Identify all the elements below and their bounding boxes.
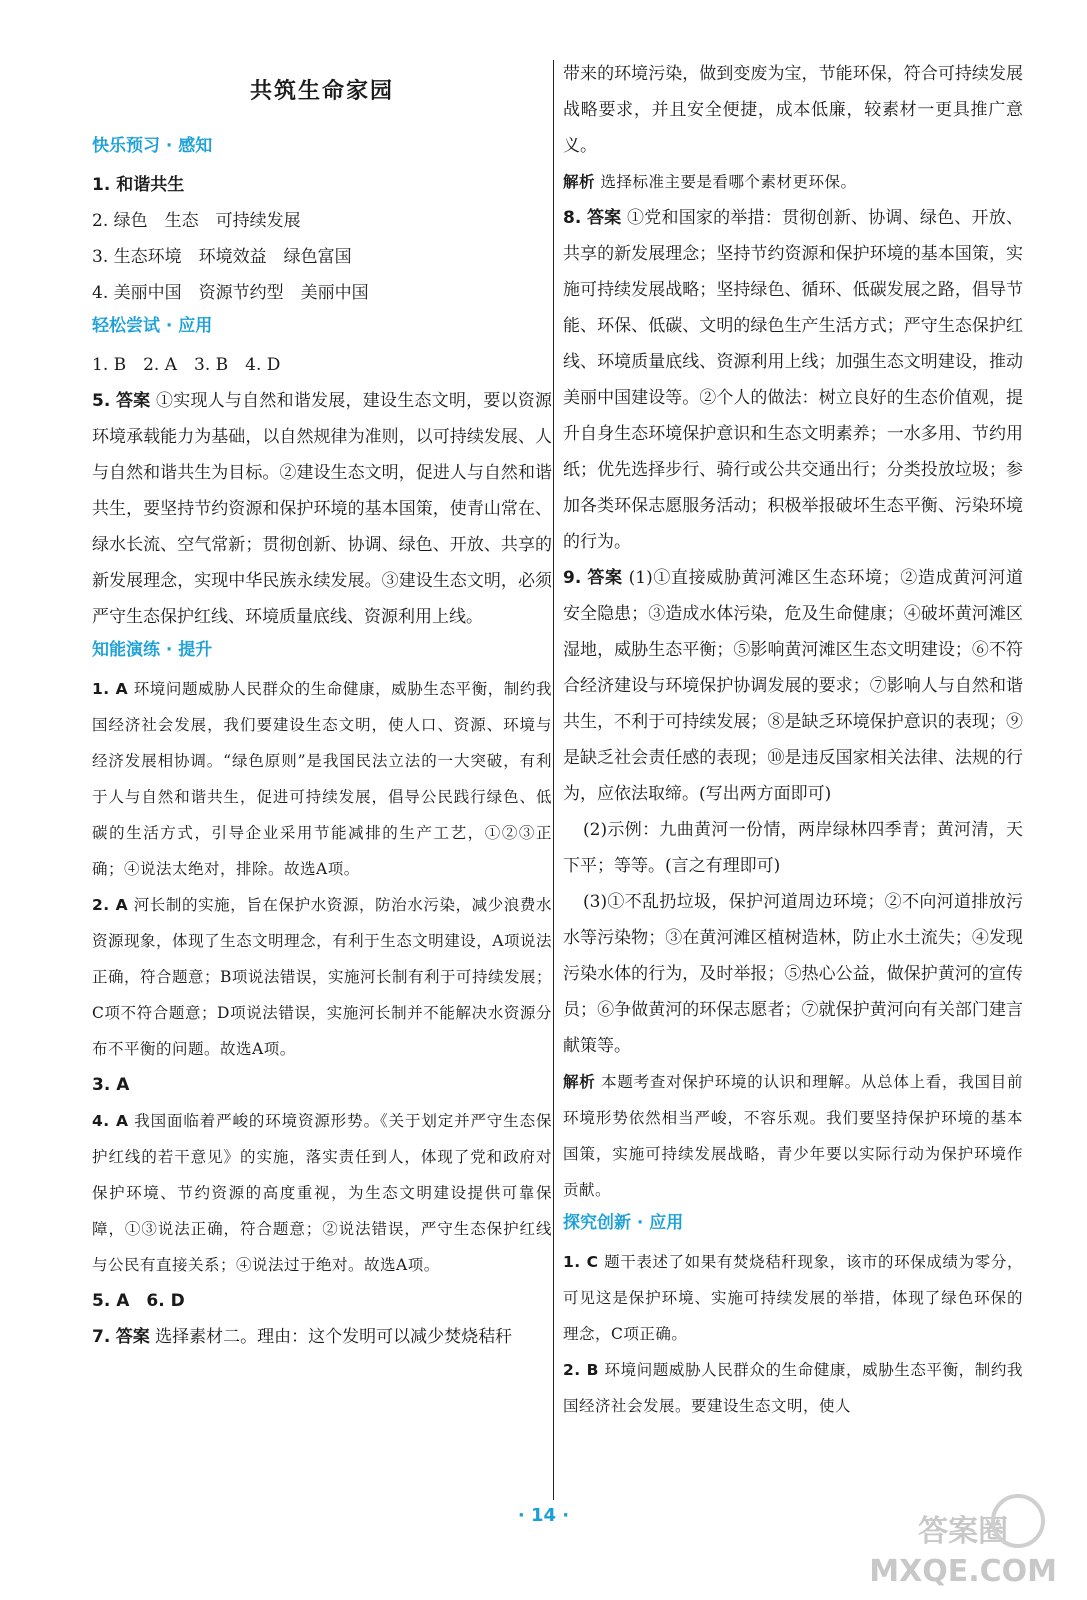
answer-c7 bbox=[92, 1319, 552, 1355]
section-heading-try: 轻松尝试 · 应用 bbox=[92, 316, 213, 336]
item-number: 5. bbox=[92, 391, 111, 411]
answer-b5 bbox=[92, 383, 552, 635]
answer-c8 bbox=[563, 200, 1023, 560]
answer-c9 bbox=[563, 560, 1023, 812]
answer-c5-6: 5. A 6. D bbox=[92, 1291, 185, 1311]
analysis-label: 解析 bbox=[563, 1072, 596, 1091]
item-number: 2. A bbox=[92, 896, 129, 914]
item-number: 1. C bbox=[563, 1253, 599, 1271]
item-number: 9. bbox=[563, 568, 582, 588]
column-divider bbox=[553, 60, 554, 1500]
explanation-text: 环境问题威胁人民群众的生命健康，威胁生态平衡，制约我国经济社会发展。要建设生态文明，使人 bbox=[563, 1361, 1023, 1415]
explanation-text: 环境问题威胁人民群众的生命健康，威胁生态平衡，制约我国经济社会发展，我们要建设生态文明，使人口、资源、环境与经济发展相协调。“绿色原则”是我国民法立法的一大突破，有利于人与自然和谐共生，促进可持续发展，倡导公民践行绿色、低碳的生活方式，引导企业采用节能减排的生产工艺，①②③正确；④说法太绝对，排除。故选A项。 bbox=[92, 680, 552, 878]
watermark-line1: 答案圈 bbox=[918, 1514, 1009, 1549]
answer-c2 bbox=[92, 887, 552, 1067]
section-heading-explore: 探究创新 · 应用 bbox=[563, 1213, 684, 1233]
item-number: 1. A bbox=[92, 680, 129, 698]
section-heading-preview: 快乐预习 · 感知 bbox=[92, 136, 213, 156]
analysis-text: 选择标准主要是看哪个素材更环保。 bbox=[600, 173, 857, 191]
answer-a1: 1. 和谐共生 bbox=[92, 175, 185, 195]
answer-c7-continued: 带来的环境污染，做到变废为宝，节能环保，符合可持续发展战略要求，并且安全便捷，成本低廉，较素材一更具推广意义。 bbox=[563, 64, 1023, 156]
explanation-text: 题干表述了如果有焚烧秸秆现象，该市的环保成绩为零分，可见这是保护环境、实施可持续发展的举措，体现了绿色环保的理念，C项正确。 bbox=[563, 1253, 1023, 1343]
item-number: 8. bbox=[563, 208, 582, 228]
answer-c9-part2: (2)示例：九曲黄河一份情，两岸绿林四季青；黄河清，天下平；等等。(言之有理即可) bbox=[563, 820, 1023, 876]
right-column bbox=[563, 56, 1023, 1424]
answer-label: 答案 bbox=[115, 1327, 150, 1347]
watermark bbox=[869, 1512, 1057, 1592]
page-title: 共筑生命家园 bbox=[249, 78, 394, 104]
page-number: · 14 · bbox=[517, 1505, 570, 1526]
answer-label: 答案 bbox=[587, 568, 623, 588]
item-number: 2. B bbox=[563, 1361, 599, 1379]
item-number: 4. A bbox=[92, 1112, 129, 1130]
left-column bbox=[92, 56, 552, 1355]
section-heading-practice: 知能演练 · 提升 bbox=[92, 640, 213, 660]
answer-a3: 3. 生态环境 环境效益 绿色富国 bbox=[92, 247, 352, 267]
analysis-label: 解析 bbox=[563, 172, 596, 191]
answer-label: 答案 bbox=[115, 391, 151, 411]
watermark-logo-icon bbox=[991, 1494, 1045, 1548]
item-number: 7. bbox=[92, 1327, 111, 1347]
answer-text: ①实现人与自然和谐发展，建设生态文明，要以资源环境承载能力为基础，以自然规律为准则，以可持续发展、人与自然和谐共生为目标。②建设生态文明，促进人与自然和谐共生，要坚持节约资源和保护环境的基本国策，使青山常在、绿水长流、空气常新；贯彻创新、协调、绿色、开放、共享的新发展理念，实现中华民族永续发展。③建设生态文明，必须严守生态保护红线、环境质量底线、资源利用上线。 bbox=[92, 391, 553, 627]
answer-c1 bbox=[92, 671, 552, 887]
watermark-line2: MXQE.COM bbox=[869, 1554, 1057, 1589]
answer-a4: 4. 美丽中国 资源节约型 美丽中国 bbox=[92, 283, 369, 303]
answer-text: ①党和国家的举措：贯彻创新、协调、绿色、开放、共享的新发展理念；坚持节约资源和保护环境的基本国策，实施可持续发展战略；坚持绿色、循环、低碳发展之路，倡导节能、环保、低碳、文明的绿色生产生活方式；严守生态保护红线、环境质量底线、资源利用上线；加强生态文明建设，推动美丽中国建设等。②个人的做法：树立良好的生态价值观，提升自身生态环境保护意识和生态文明素养；一水多用、节约用纸；优先选择步行、骑行或公共交通出行；分类投放垃圾；参加各类环保志愿服务活动；积极举报破坏生态平衡、污染环境的行为。 bbox=[563, 208, 1024, 552]
answer-d2 bbox=[563, 1352, 1023, 1424]
analysis-c9 bbox=[563, 1064, 1023, 1208]
explanation-text: 我国面临着严峻的环境资源形势。《关于划定并严守生态保护红线的若干意见》的实施，落实责任到人，体现了党和政府对保护环境、节约资源的高度重视，为生态文明建设提供可靠保障，①③说法正确，符合题意；②说法错误，严守生态保护红线与公民有直接关系；④说法过于绝对。故选A项。 bbox=[92, 1112, 552, 1274]
answer-text: (1)①直接威胁黄河滩区生态环境；②造成黄河河道安全隐患；③造成水体污染，危及生命健康；④破坏黄河滩区湿地，威胁生态平衡；⑤影响黄河滩区生态文明建设；⑥不符合经济建设与环境保护协调发展的要求；⑦影响人与自然和谐共生，不利于可持续发展；⑧是缺乏环境保护意识的表现；⑨是缺乏社会责任感的表现；⑩是违反国家相关法律、法规的行为，应依法取缔。(写出两方面即可) bbox=[563, 568, 1024, 804]
analysis-text: 本题考查对保护环境的认识和理解。从总体上看，我国目前环境形势依然相当严峻，不容乐观。我们要坚持保护环境的基本国策，实施可持续发展战略，青少年要以实际行动为保护环境作贡献。 bbox=[563, 1073, 1023, 1199]
answer-c4 bbox=[92, 1103, 552, 1283]
answer-a2: 2. 绿色 生态 可持续发展 bbox=[92, 211, 301, 231]
answer-text: 选择素材二。理由：这个发明可以减少焚烧秸秆 bbox=[155, 1327, 513, 1347]
answer-c3: 3. A bbox=[92, 1075, 130, 1095]
answer-label: 答案 bbox=[586, 208, 622, 228]
analysis-c7 bbox=[563, 164, 1023, 200]
answer-d1 bbox=[563, 1244, 1023, 1352]
answer-b1-4: 1. B 2. A 3. B 4. D bbox=[92, 355, 281, 375]
answer-c9-part3: (3)①不乱扔垃圾，保护河道周边环境；②不向河道排放污水等污染物；③在黄河滩区植树造林，防止水土流失；④发现污染水体的行为，及时举报；⑤热心公益，做保护黄河的宣传员；⑥争做黄河的环保志愿者；⑦就保护黄河向有关部门建言献策等。 bbox=[563, 892, 1023, 1056]
explanation-text: 河长制的实施，旨在保护水资源，防治水污染，减少浪费水资源现象，体现了生态文明理念，有利于生态文明建设，A项说法正确，符合题意；B项说法错误，实施河长制有利于可持续发展；C项不符合题意；D项说法错误，实施河长制并不能解决水资源分布不平衡的问题。故选A项。 bbox=[92, 896, 552, 1058]
